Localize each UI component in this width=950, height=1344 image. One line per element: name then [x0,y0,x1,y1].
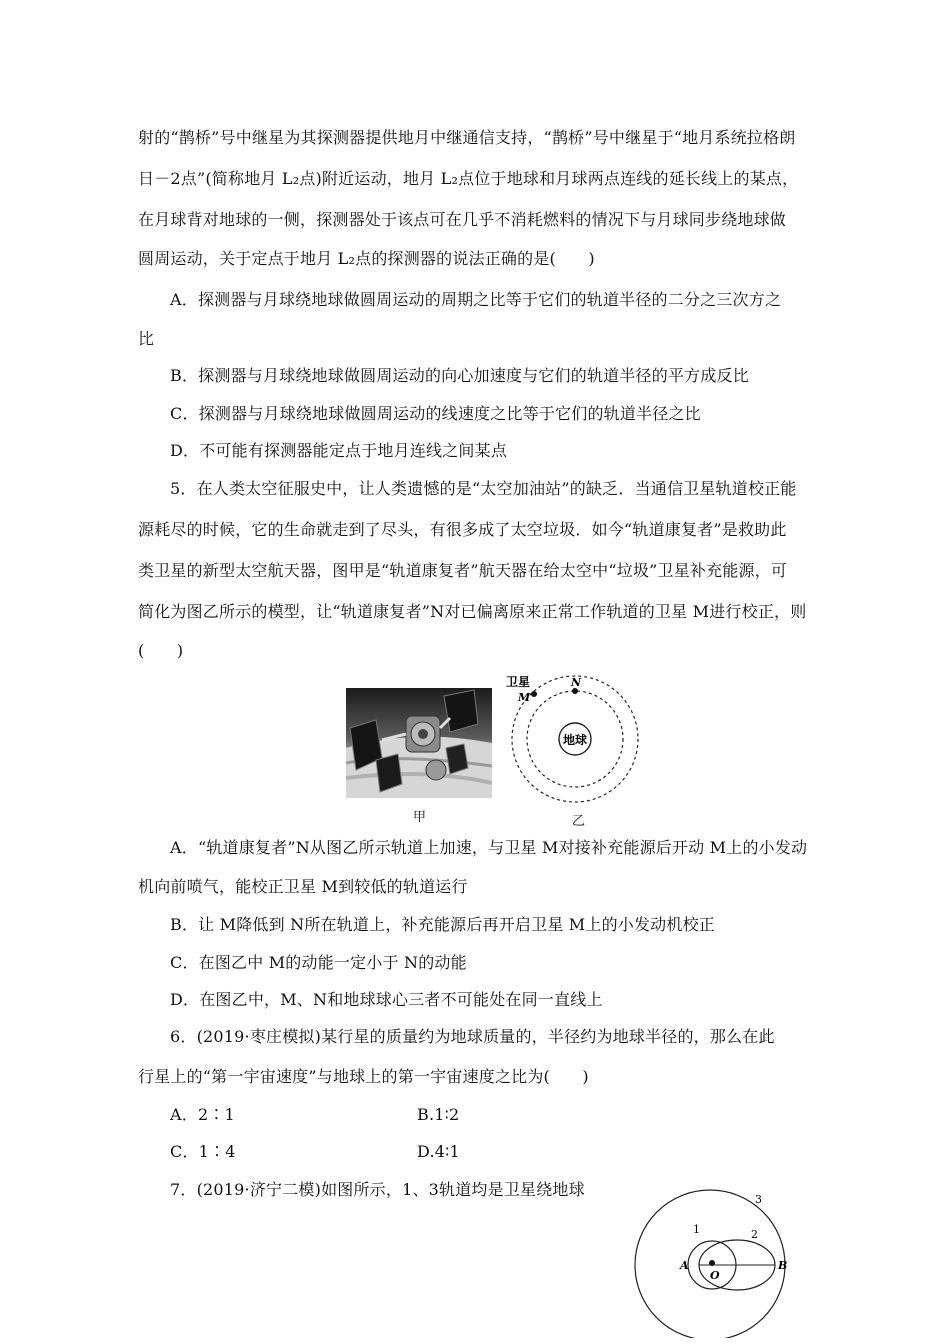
figure-yi-caption: 乙 [572,814,586,829]
figure-jia-caption: 甲 [413,810,427,825]
q5-option-a-cont: 机向前喷气，能校正卫星 M到较低的轨道运行 [138,877,468,896]
q5-option-d: D．在图乙中，M、N和地球球心三者不可能处在同一直线上 [170,990,603,1009]
m-label: M [518,691,531,704]
q5-line-5: ( ) [138,641,184,660]
figure-jia-photo [346,688,492,798]
q6-option-d: D.4∶1 [417,1142,460,1161]
orbit-label-2: 2 [751,1228,758,1241]
q4-line-2: 日－2点”(简称地月 L₂点)附近运动，地月 L₂点位于地球和月球两点连线的延长线上的某点， [138,169,799,188]
spacecraft-photo [346,688,492,798]
satellite-label: 卫星 [506,675,531,689]
q4-line-3: 在月球背对地球的一侧，探测器处于该点可在几乎不消耗燃料的情况下与月球同步绕地球做 [138,210,787,229]
q5-option-c: C．在图乙中 M的动能一定小于 N的动能 [170,953,467,972]
q6-line-2: 行星上的“第一宇宙速度”与地球上的第一宇宙速度之比为( ) [138,1067,589,1086]
q6-option-b: B.1∶2 [417,1105,460,1124]
figure-yi-orbits [500,672,660,808]
earth-center-dot [709,1260,715,1266]
point-label-b: B [778,1259,788,1272]
q4-line-4: 圆周运动，关于定点于地月 L₂点的探测器的说法正确的是( ) [138,249,595,268]
point-label-a: A [680,1259,689,1272]
q5-option-a: A．“轨道康复者”N从图乙所示轨道上加速，与卫星 M对接补充能源后开动 M上的小发动 [170,838,808,857]
q5-line-1: 5．在人类太空征服史中，让人类遗憾的是“太空加油站”的缺乏．当通信卫星轨道校正能 [170,479,797,498]
q5-line-4: 简化为图乙所示的模型，让“轨道康复者”N对已偏离原来正常工作轨道的卫星 M进行校正，则 [138,602,807,621]
figure-q7-orbits [630,1188,800,1338]
n-label: N [571,676,582,689]
q6-option-a: A．2∶1 [170,1105,235,1124]
satellite-m-dot [531,691,537,697]
point-label-o: O [710,1269,720,1282]
q4-option-c: C．探测器与月球绕地球做圆周运动的线速度之比等于它们的轨道半径之比 [170,404,701,423]
q6-line-1: 6．(2019·枣庄模拟)某行星的质量约为地球质量的，半径约为地球半径的，那么在此 [170,1027,775,1046]
q4-line-1: 射的“鹊桥”号中继星为其探测器提供地月中继通信支持，“鹊桥”号中继星于“地月系统拉格朗 [138,128,796,147]
q7-line-1: 7．(2019·济宁二模)如图所示，1、3轨道均是卫星绕地球 [170,1180,585,1199]
orbit-label-3: 3 [755,1193,762,1206]
q4-option-a: A．探测器与月球绕地球做圆周运动的周期之比等于它们的轨道半径的二分之三次方之 [170,290,782,309]
q4-option-d: D．不可能有探测器能定点于地月连线之间某点 [170,441,508,460]
q5-option-b: B．让 M降低到 N所在轨道上，补充能源后再开启卫星 M上的小发动机校正 [170,915,715,934]
orbit-label-1: 1 [693,1223,700,1236]
q4-option-b: B．探测器与月球绕地球做圆周运动的向心加速度与它们的轨道半径的平方成反比 [170,366,749,385]
q5-line-2: 源耗尽的时候，它的生命就走到了尽头，有很多成了太空垃圾．如今“轨道康复者”是救助此 [138,520,787,539]
q4-option-a-cont: 比 [138,329,155,348]
earth-label: 地球 [562,733,588,747]
q5-line-3: 类卫星的新型太空航天器，图甲是“轨道康复者”航天器在给太空中“垃圾”卫星补充能源，可 [138,561,788,580]
q6-option-c: C．1∶4 [170,1142,236,1161]
